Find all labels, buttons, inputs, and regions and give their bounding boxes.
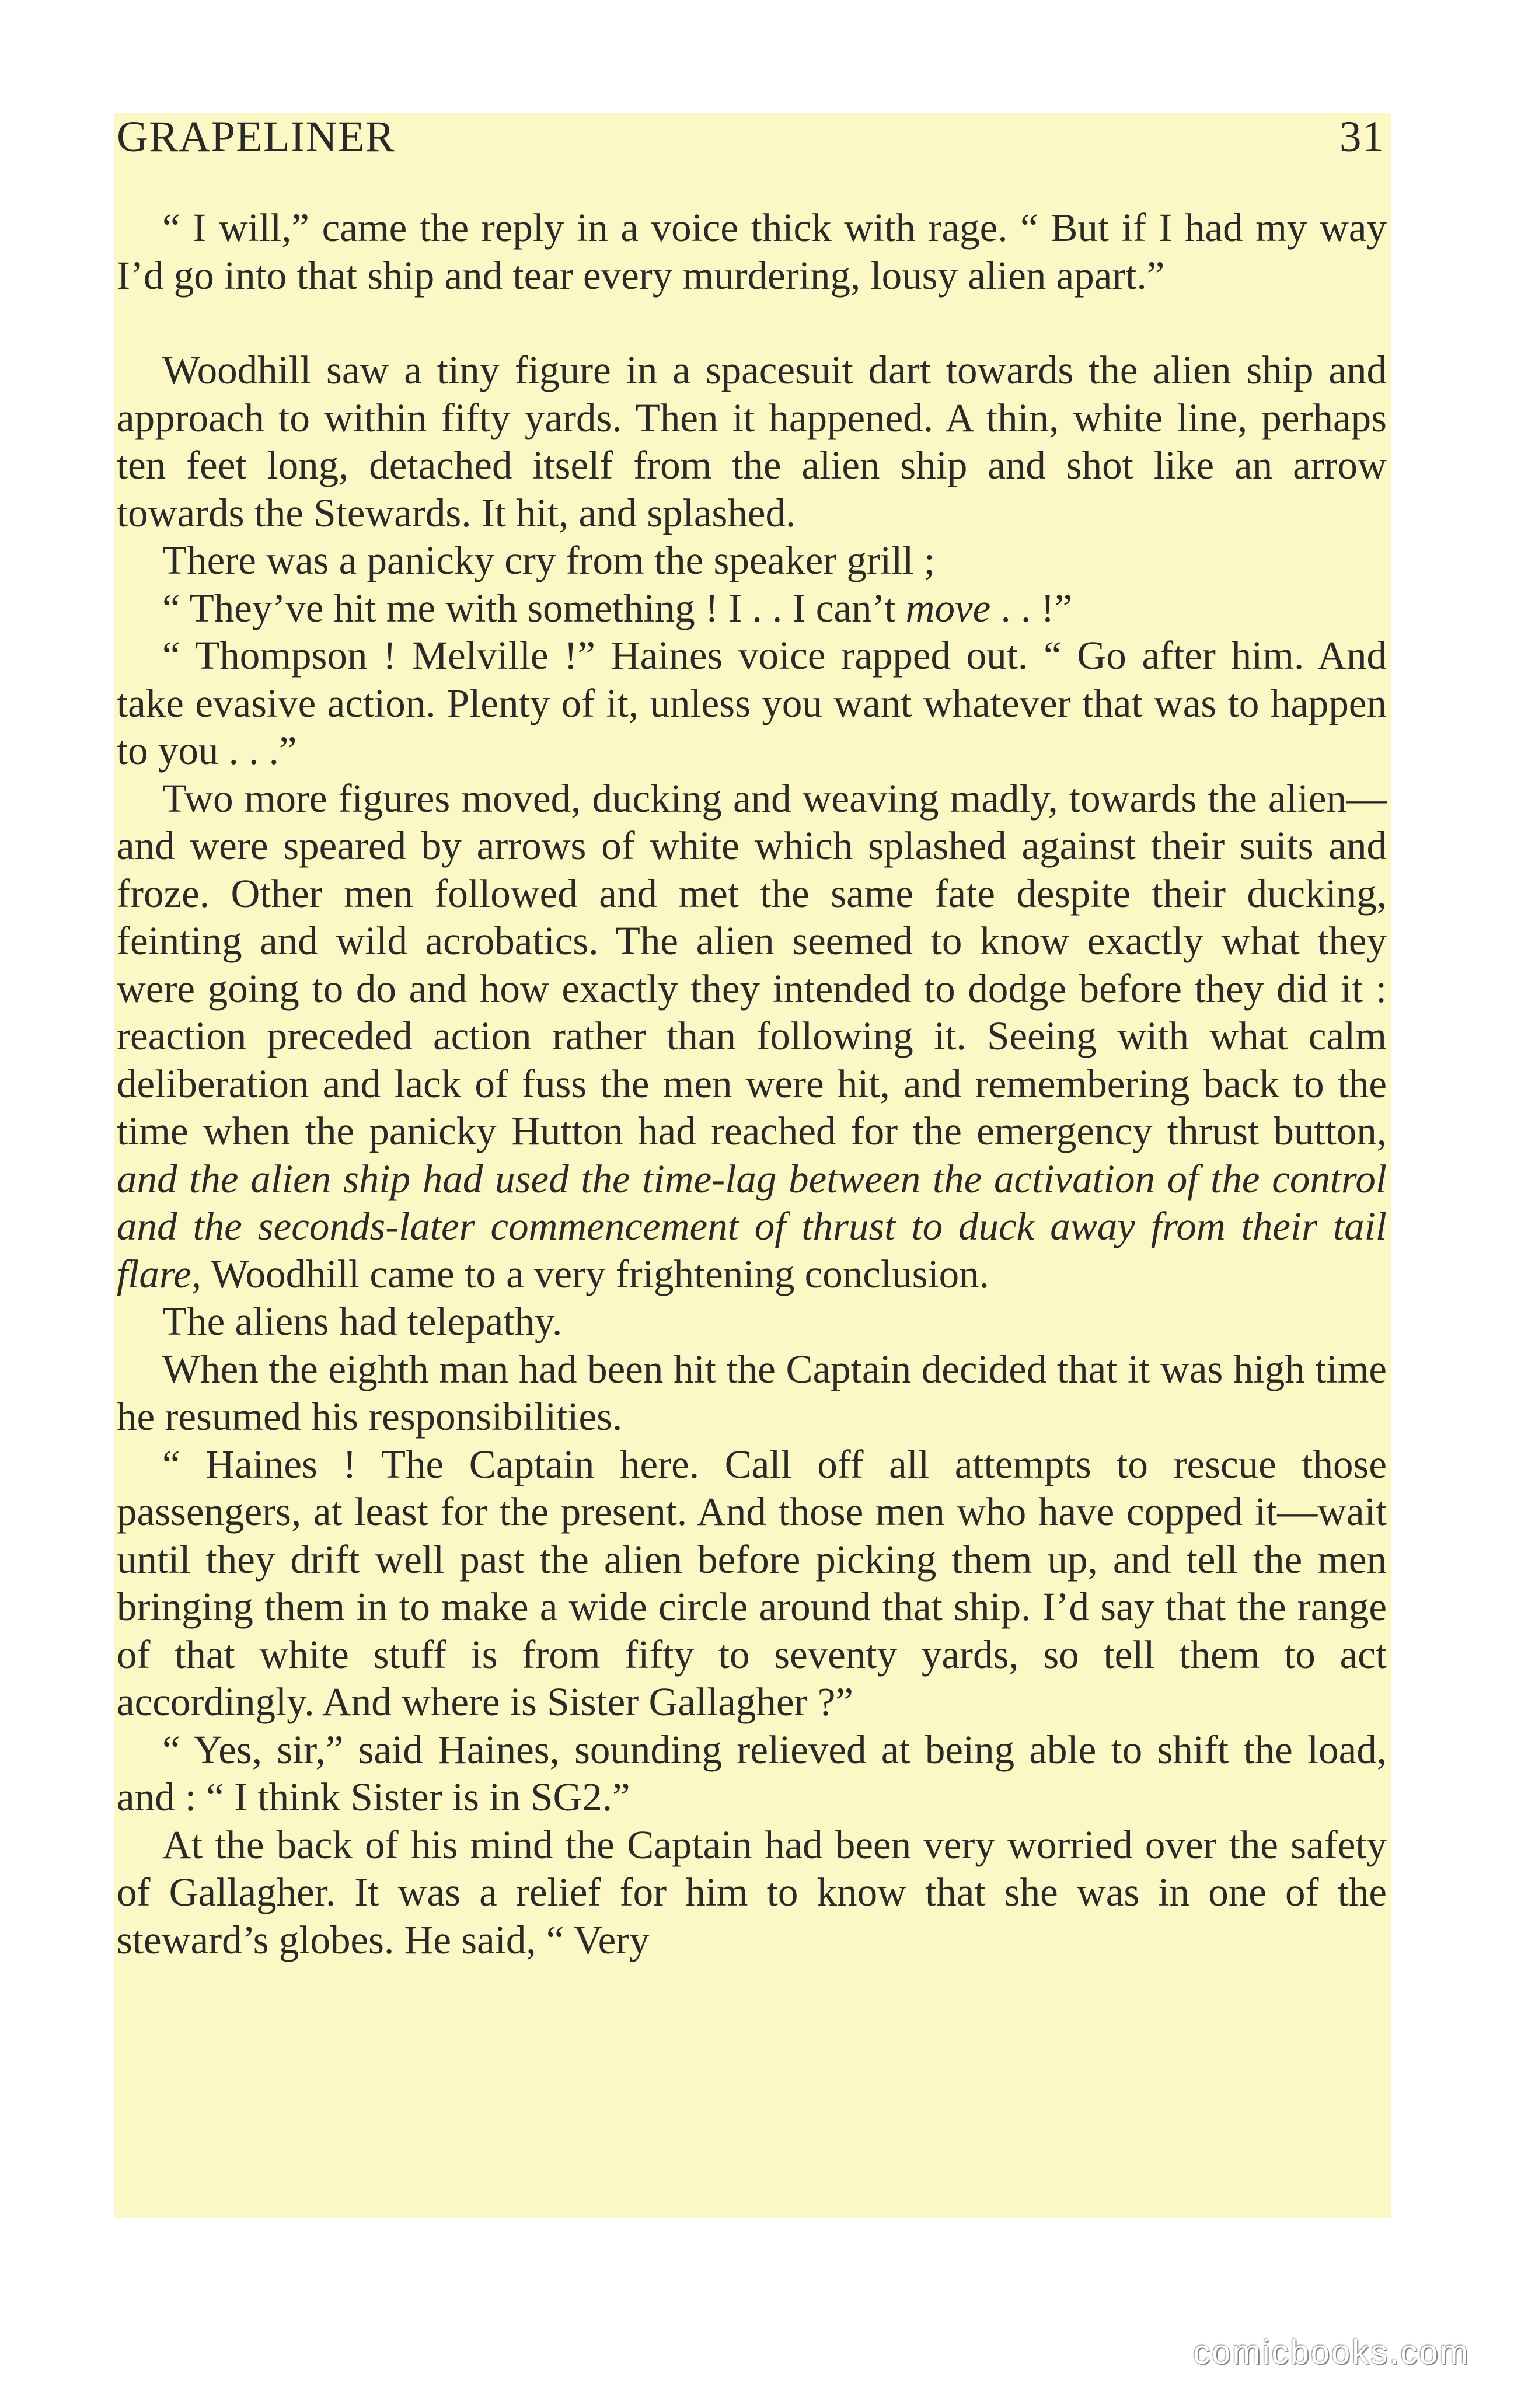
paragraph: “ Yes, sir,” said Haines, sounding relieved at being able to shift the load, and : “ I think Sister is in SG2.” xyxy=(117,1727,1387,1819)
paragraph-long xyxy=(117,775,1387,1299)
paragraph: “ I will,” came the reply in a voice thick with rage. “ But if I had my way I’d go into that ship and tear every murdering, lousy alien apart.” xyxy=(117,205,1387,298)
paragraph: At the back of his mind the Captain had been very worried over the safety of Gallagher. It was a relief for him to know that she was in one of the steward’s globes. He said, “ Very xyxy=(117,1822,1387,1962)
watermark: comicbooks.com xyxy=(1193,2333,1470,2371)
paragraph-text: Two more figures moved, ducking and weaving madly, towards the alien—and were speared by arrows of white which splashed against their suits and froze. Other men followed and met the same fate despite their ducking, feinting and wild acrobatics. The alien seemed to know exactly what they were going to do and how exactly they intended to dodge before they did it : reaction preceded action rather than following it. Seeing with what calm deliberation and lack of fuss the men were hit, and remembering back to the time when the panicky Hutton had reached for the emergency thrust button, xyxy=(117,776,1387,1153)
paragraph: Woodhill saw a tiny figure in a spacesuit dart towards the alien ship and approach to within fifty yards. Then it happened. A thin, white line, perhaps ten feet long, detached itself from the alien ship and shot like an arrow towards the Stewards. It hit, and splashed. xyxy=(117,348,1387,535)
paragraph-text-end: Woodhill came to a very frightening conclusion. xyxy=(201,1251,989,1296)
dialogue-text-end: . . !” xyxy=(990,585,1073,630)
page-number: 31 xyxy=(1339,113,1384,161)
italic-word: move xyxy=(905,585,991,630)
italic-passage: and the alien ship had used the time-lag between the activation of the control and the seconds-later commencement of thrust to duck away from their tail flare, xyxy=(117,1156,1387,1296)
running-title: GRAPELINER xyxy=(117,113,395,161)
paragraph: When the eighth man had been hit the Captain decided that it was high time he resumed his responsibilities. xyxy=(117,1346,1387,1439)
body-text xyxy=(117,204,1387,2206)
paragraph-dialogue xyxy=(117,585,1387,633)
paragraph: There was a panicky cry from the speaker grill ; xyxy=(162,538,935,582)
running-head xyxy=(117,105,1387,169)
paragraph: The aliens had telepathy. xyxy=(162,1299,563,1343)
paragraph: “ Haines ! The Captain here. Call off all attempts to rescue those passengers, at least for the present. And those men who have copped it—wait until they drift well past the alien before picking them up, and tell the men bringing them in to make a wide circle around that ship. I’d say that the range of that white stuff is from fifty to seventy yards, so tell them to act accordingly. And where is Sister Gallagher ?” xyxy=(117,1442,1387,1724)
dialogue-text: “ They’ve hit me with something ! I . . I can’t xyxy=(162,585,906,630)
paragraph: “ Thompson ! Melville !” Haines voice rapped out. “ Go after him. And take evasive action. Plenty of it, unless you want whatever that was to happen to you . . .” xyxy=(117,633,1387,773)
